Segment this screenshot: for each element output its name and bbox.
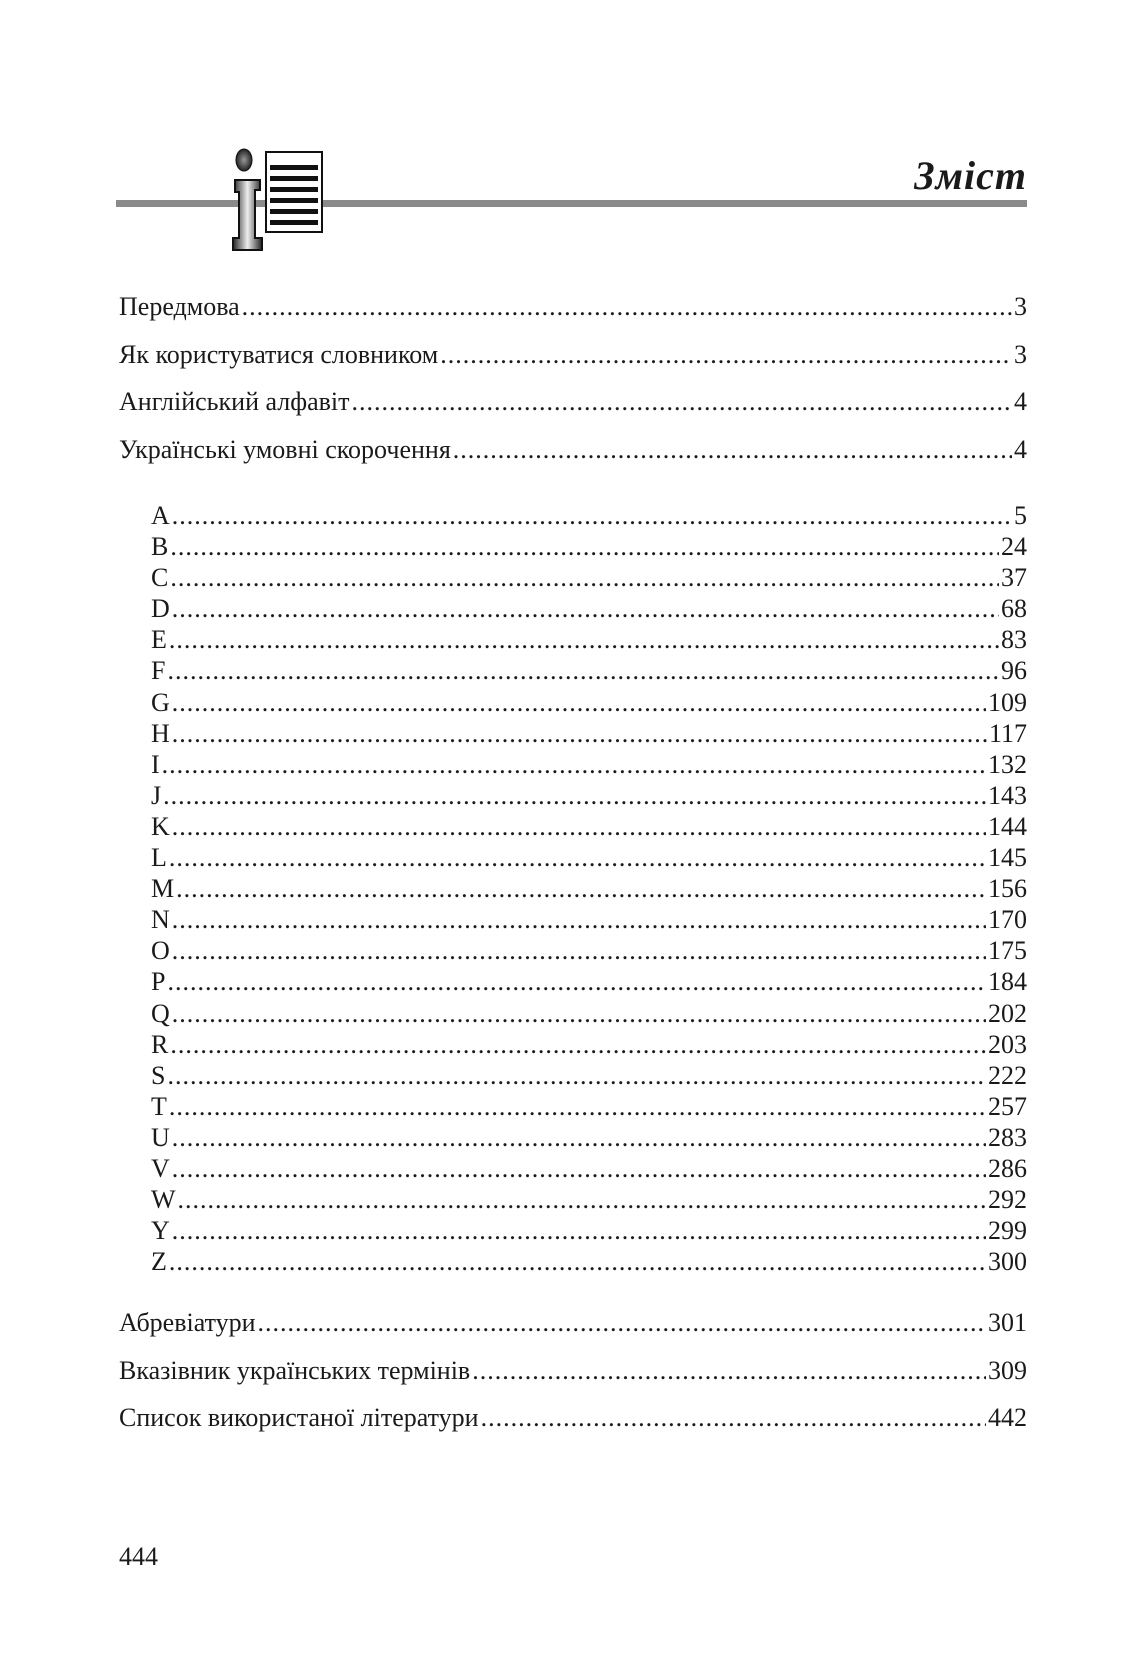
toc-entry-label: J	[151, 780, 162, 810]
toc-leader-dots	[170, 562, 999, 593]
toc-entry-page: 299	[988, 1216, 1027, 1246]
toc-entry[interactable]	[151, 842, 1027, 873]
toc-entry[interactable]	[151, 780, 1027, 811]
toc-entry-label: Українські умовні скорочення	[119, 434, 451, 464]
toc-entry-page: 3	[1014, 339, 1027, 369]
toc-entry-label: U	[151, 1122, 170, 1152]
toc-entry[interactable]	[119, 1308, 1027, 1356]
toc-entry-label: Y	[151, 1216, 170, 1246]
toc-entry-page: 109	[988, 687, 1027, 717]
toc-entry-page: 292	[988, 1185, 1027, 1215]
toc-leader-dots	[167, 655, 999, 686]
toc-entry[interactable]	[151, 749, 1027, 780]
toc-entry-page: 442	[988, 1403, 1027, 1432]
toc-entry[interactable]	[151, 1184, 1027, 1215]
toc-entry-label: G	[151, 687, 170, 717]
toc-entry[interactable]	[119, 292, 1027, 340]
toc-entry-page: 170	[988, 905, 1027, 935]
toc-entry-page: 301	[988, 1308, 1027, 1337]
toc-entry-page: 202	[988, 998, 1027, 1028]
toc-entry-label: Абревіатури	[119, 1308, 256, 1337]
toc-entry[interactable]	[119, 435, 1027, 483]
toc-entry-label: K	[151, 811, 170, 841]
toc-letters	[151, 500, 1027, 1277]
toc-leader-dots	[172, 935, 986, 966]
toc-entry-label: S	[151, 1060, 166, 1090]
toc-leader-dots	[172, 1122, 986, 1153]
toc-leader-dots	[172, 811, 986, 842]
toc-entry[interactable]	[151, 593, 1027, 624]
toc-entry-label: Передмова	[119, 292, 240, 321]
toc-entry-label: I	[151, 749, 160, 779]
toc-leader-dots	[167, 966, 986, 997]
toc-entry-page: 4	[1014, 387, 1027, 416]
toc-leader-dots	[172, 1215, 986, 1246]
toc-bottom-sections	[119, 1308, 1027, 1451]
toc-entry[interactable]	[151, 1215, 1027, 1246]
toc-entry[interactable]	[151, 562, 1027, 593]
toc-leader-dots	[242, 292, 1012, 322]
toc-entry[interactable]	[119, 1403, 1027, 1451]
toc-entry-page: 132	[988, 749, 1027, 779]
toc-leader-dots	[172, 593, 999, 624]
toc-entry-label: N	[151, 905, 170, 935]
toc-entry-page: 96	[1001, 656, 1027, 686]
toc-entry[interactable]	[151, 935, 1027, 966]
toc-entry[interactable]	[119, 387, 1027, 435]
toc-entry[interactable]	[151, 873, 1027, 904]
toc-entry-page: 24	[1001, 532, 1027, 562]
toc-entry-label: F	[151, 656, 166, 686]
toc-leader-dots	[472, 1356, 986, 1386]
toc-leader-dots	[440, 340, 1012, 370]
toc-entry[interactable]	[151, 998, 1027, 1029]
toc-leader-dots	[352, 387, 1013, 417]
toc-leader-dots	[169, 842, 986, 873]
toc-entry-label: V	[151, 1153, 170, 1183]
toc-entry[interactable]	[151, 531, 1027, 562]
toc-entry[interactable]	[151, 1153, 1027, 1184]
toc-entry-label: B	[151, 532, 169, 562]
toc-entry-page: 286	[988, 1153, 1027, 1183]
toc-entry-label: R	[151, 1029, 169, 1059]
toc-leader-dots	[172, 718, 987, 749]
toc-entry-label: M	[151, 874, 175, 904]
toc-entry-page: 257	[988, 1091, 1027, 1121]
toc-leader-dots	[481, 1403, 986, 1433]
toc-leader-dots	[169, 624, 999, 655]
toc-entry[interactable]	[151, 1029, 1027, 1060]
toc-leader-dots	[172, 998, 986, 1029]
toc-entry-page: 117	[988, 718, 1027, 748]
toc-leader-dots	[453, 435, 1012, 465]
toc-entry-label: C	[151, 563, 169, 593]
info-document-icon	[232, 148, 328, 257]
toc-entry[interactable]	[151, 624, 1027, 655]
toc-entry[interactable]	[151, 718, 1027, 749]
toc-entry[interactable]	[151, 655, 1027, 686]
toc-top-sections	[119, 292, 1027, 482]
toc-entry-page: 309	[988, 1355, 1027, 1385]
toc-entry-page: 156	[988, 874, 1027, 904]
toc-entry-label: T	[151, 1091, 167, 1121]
toc-entry[interactable]	[151, 1060, 1027, 1091]
toc-entry-label: Z	[151, 1247, 167, 1277]
toc-leader-dots	[170, 531, 999, 562]
toc-entry[interactable]	[151, 966, 1027, 997]
toc-entry-label: Англійський алфавіт	[119, 387, 350, 416]
toc-entry-label: Q	[151, 998, 170, 1028]
page-title: Зміст	[914, 153, 1027, 198]
toc-entry-label: H	[151, 718, 170, 748]
page-number: 444	[119, 1542, 158, 1571]
toc-entry-label: Список використаної літератури	[119, 1403, 479, 1432]
toc-entry-page: 3	[1014, 292, 1027, 321]
toc-entry-page: 300	[988, 1247, 1027, 1277]
toc-entry[interactable]	[151, 811, 1027, 842]
toc-entry-page: 83	[1001, 625, 1027, 655]
toc-entry-page: 4	[1014, 434, 1027, 464]
toc-leader-dots	[170, 1029, 986, 1060]
toc-entry-page: 184	[988, 967, 1027, 997]
toc-leader-dots	[172, 1153, 986, 1184]
toc-leader-dots	[172, 904, 986, 935]
toc-entry[interactable]	[151, 1091, 1027, 1122]
toc-entry[interactable]	[119, 1356, 1027, 1404]
toc-entry-page: 68	[1001, 594, 1027, 624]
toc-leader-dots	[162, 749, 986, 780]
toc-entry-page: 203	[988, 1029, 1027, 1059]
toc-leader-dots	[172, 687, 986, 718]
toc-entry[interactable]	[119, 340, 1027, 388]
toc-entry[interactable]	[151, 500, 1027, 531]
toc-entry-label: D	[151, 594, 170, 624]
toc-leader-dots	[167, 1060, 986, 1091]
toc-entry-page: 143	[988, 780, 1027, 810]
toc-entry-label: Як користуватися словником	[119, 339, 439, 369]
toc-entry[interactable]	[151, 1246, 1027, 1277]
toc-entry-label: A	[151, 501, 170, 530]
toc-entry-page: 222	[988, 1060, 1027, 1090]
toc-entry-label: P	[151, 967, 166, 997]
toc-entry-page: 175	[988, 936, 1027, 966]
toc-entry-page: 145	[988, 843, 1027, 873]
toc-entry-page: 283	[988, 1122, 1027, 1152]
toc-leader-dots	[172, 500, 1012, 531]
toc-entry-label: O	[151, 936, 170, 966]
toc-entry[interactable]	[151, 1122, 1027, 1153]
toc-entry-label: W	[151, 1185, 176, 1215]
toc-entry[interactable]	[151, 687, 1027, 718]
toc-entry-page: 37	[1001, 563, 1027, 593]
toc-leader-dots	[163, 780, 986, 811]
toc-entry[interactable]	[151, 904, 1027, 935]
toc-leader-dots	[258, 1308, 986, 1338]
toc-entry-label: Вказівник українських термінів	[119, 1355, 471, 1385]
toc-entry-page: 5	[1014, 501, 1027, 530]
toc-entry-page: 144	[988, 811, 1027, 841]
toc-leader-dots	[176, 873, 986, 904]
toc-leader-dots	[169, 1246, 986, 1277]
toc-entry-label: L	[151, 843, 167, 873]
toc-leader-dots	[169, 1091, 986, 1122]
toc-leader-dots	[178, 1184, 986, 1215]
toc-entry-label: E	[151, 625, 167, 655]
